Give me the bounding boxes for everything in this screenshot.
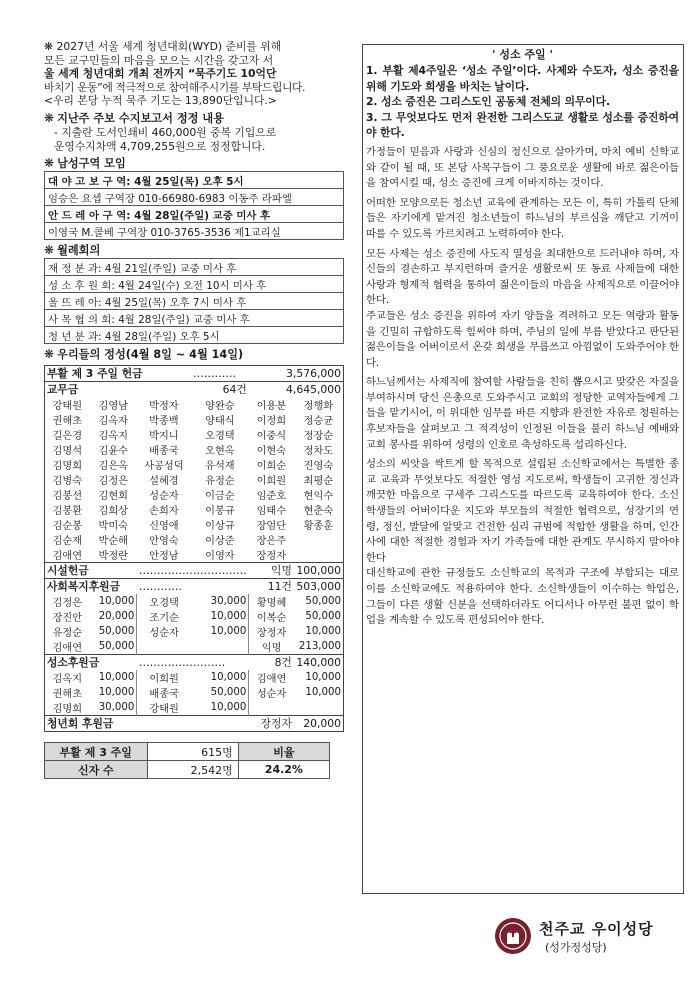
donation-row [45,624,344,639]
stat-label: 부활 제 3 주일 [45,743,148,761]
donor-name: 권해초 [52,416,83,428]
stat-value: 615명 [147,743,238,761]
left-column [44,40,344,779]
donor-name: 이희순 [256,461,287,473]
vocation-donors [45,670,344,716]
donor-name: 현춘숙 [303,506,334,518]
donation-amount: 50,000 [305,611,341,623]
donor-name: 장진안 [52,613,83,625]
men-row: 이영국 M.콜베 구역장 010-3765-3536 제1교리실 [45,223,344,240]
paragraph: 성소의 씨앗을 싹트게 할 목적으로 설립된 소신학교에서는 특별한 종교 교육과 무엇보다도 적절한 영성 지도로써, 학생들이 고귀한 정신과 깨끗한 마음으로 구세주 그리스도를 따르도록 교육하여야 한다. 소신학생들의 어버이다운 지도와 부모들의 적절한 협력으로, 성장기의 연령, 정신, 발달에 알맞고 건전한 심리 규범에 적합한 생활을 하며, 인간사에 대한 적절한 경험과 자기 가족들에 대한 관계도 무시하지 말아야 한다 [366,458,679,564]
welfare-amount: 503,000 [294,579,344,595]
attendance-ratio: 24.2% [238,761,329,779]
donation-amount [191,639,249,655]
donation-row [45,609,344,624]
donor-name: 익명 [249,639,294,655]
donor-name: 김명석 [52,446,83,458]
donor-name: 김영남 [98,401,129,413]
donor-row [45,532,344,547]
donor-name: 이상준 [205,536,235,548]
vocation-count: 8건 [249,655,294,671]
dots: ………… [137,579,249,595]
donor-name: 김현희 [98,491,129,503]
donor-name: 김봉환 [52,506,83,518]
monthly-heading [44,243,344,258]
section-title: 지난주 주보 수지보고서 정정 내용 [57,111,224,125]
donor-name: 김봉선 [52,491,83,503]
donor-name: 임준호 [256,491,287,503]
donation-amount [294,700,344,716]
dots: ………………………… [138,564,247,578]
donor-name: 정승균 [303,416,334,428]
bullet-mark: ❋ [44,347,55,362]
donation-amount: 10,000 [210,611,247,623]
donor-name: 설혜경 [149,476,179,488]
meeting-row: 사 목 협 의 회: 4월 28일(주일) 교중 미사 후 [45,310,344,327]
youth-donor: 장정자 [249,716,294,732]
section-title: 월례회의 [57,244,101,258]
donor-name: 진영숙 [303,461,334,473]
donor-name: 현익수 [303,491,334,503]
donation-row [45,639,344,655]
donor-name: 박종백 [149,416,179,428]
donation-amount: 213,000 [298,641,341,653]
paragraph: 대신학교에 관한 규정들도 소신학교의 목적과 구조에 부합되는 대로 이를 소신학교에도 적용하여야 한다. 소신학생들이 이수하는 학업은, 그들이 다른 생활 신분을 선택하더라도 어디서나 아무런 불편 없이 학업을 계속할 수 있도록 편성되어야 한다. [366,567,679,627]
donor-name: 박순해 [98,536,129,548]
donor-name: 조기순 [137,609,191,624]
donor-name: 장은주 [256,536,287,548]
bold-point: 3. 그 무엇보다도 먼저 완전한 그리스도교 생활로 성소를 증진하여야 한다. [366,110,679,140]
donor-name: 배종국 [149,446,179,458]
donor-name: 이금순 [205,491,235,503]
donor-names [45,397,344,563]
parish-dues-count: 64건 [191,382,249,398]
donor-name: 성순자 [137,624,191,639]
monthly-table [44,258,344,344]
donor-name: 김명희 [52,461,83,473]
meeting-row: 재 정 분 과: 4월 21일(주일) 교중 미사 후 [45,259,344,276]
paragraph: 주교들은 성소 증진을 위하여 자기 양들을 격려하고 모든 역량과 활동을 긴밀히 규합하도록 힘써야 하며, 주님의 일에 부름 받았다고 판단된 젊은이들을 어버이로서 온갖 희생을 무릅쓰고 아낌없이 도와주어야 한다. [366,309,679,369]
donor-name: 박지니 [149,431,179,443]
donor-row [45,487,344,502]
donation-row [45,594,344,609]
donor-name: 양태식 [205,416,235,428]
box-title: ' 성소 주일 ' [492,48,553,61]
stat-value: 2,542명 [147,761,238,779]
donor-name: 김병숙 [52,476,83,488]
donor-name: 오경택 [205,431,235,443]
donation-amount: 50,000 [98,626,135,638]
vocation-amount: 140,000 [294,655,344,671]
attendance-table [44,742,330,779]
donation-amount: 10,000 [305,672,341,684]
donor-name: 임태수 [256,506,287,518]
donor-name: 안영숙 [149,536,179,548]
stat-label: 비율 [238,743,329,761]
notice-line: ❋ 2027년 서울 세계 청년대회(WYD) 준비를 위해 [44,40,282,53]
welfare-donors [45,594,344,655]
donor-name: 신영애 [149,521,179,533]
donor-name: 배종국 [137,685,191,700]
men-row: 임승은 요셉 구역장 010-66980-6983 이동주 라파엘 [45,189,344,206]
donation-amount: 30,000 [98,702,135,714]
donation-amount: 10,000 [305,687,341,699]
parish-dues-label: 교무금 [45,382,191,398]
donor-name: 오경택 [137,594,191,609]
donation-amount: 10,000 [98,687,135,699]
easter-offering-amount: 3,576,000 [286,367,341,381]
donor-name: 권해초 [52,689,83,701]
men-row: 대 야 고 보 구 역: 4월 25일(목) 오후 5시 [45,172,344,189]
donor-row [45,472,344,487]
vocation-sunday-box [362,44,684,894]
youth-amount: 20,000 [294,716,344,732]
donor-name: 안정남 [149,551,179,563]
donation-amount: 10,000 [210,702,247,714]
parish-subname: (성가정성당) [545,940,607,954]
donor-name: 이희원 [137,670,191,685]
donor-name: 김옥지 [98,431,129,443]
donor-name: 김애연 [249,670,294,685]
donor-name [137,639,191,655]
paragraph: 가정들이 믿음과 사랑과 신심의 정신으로 살아가며, 마치 예비 신학교와 같이 될 때, 또 본당 사목구들이 그 풍요로운 생활에 바로 젊은이들을 참여시킬 때, 성소 증진에 크게 이바지하는 것이다. [366,145,679,190]
meeting-row: 울 뜨 레 아: 4월 25일(목) 오후 7시 미사 후 [45,293,344,310]
offering-heading [44,347,344,362]
parish-emblem-icon [493,916,533,956]
donation-amount: 50,000 [98,641,135,653]
bold-point: 2. 성소 증진은 그리스도인 공동체 전체의 의무이다. [366,95,610,109]
donor-name: 이정희 [256,416,287,428]
donor-name: 유석재 [205,461,235,473]
donor-name: 양완승 [205,401,235,413]
donor-row [45,427,344,442]
donor-row [45,397,344,412]
donor-name: 김은옥 [98,461,129,473]
donor-name [294,532,344,547]
donor-name: 정장순 [303,431,334,443]
donor-name: 강태원 [52,401,83,413]
section-title: 우리들의 정성(4월 8일 ~ 4월 14일) [57,348,244,362]
donor-name: 장정자 [256,551,287,563]
donor-name: 김윤수 [98,446,129,458]
bullet-mark: ❋ [44,243,55,258]
wyd-notice [44,40,344,108]
notice-line: 바치기 운동”에 적극적으로 참여해주시기를 부탁드립니다. [44,80,306,94]
donor-name [249,700,294,716]
donor-name: 이중식 [256,431,287,443]
paragraph: 어떠한 모양으로든 청소년 교육에 관계하는 모든 이, 특히 가톨릭 단체들은 자기에게 맡겨진 청소년들이 하느님의 부르심을 깨닫고 기꺼이 따를 수 있도록 가르치려고 노력하여야 한다. [366,196,679,240]
donor-name: 유정순 [52,628,83,640]
welfare-label: 사회복지후원금 [45,579,137,595]
donation-row [45,670,344,685]
donor-name: 김명희 [52,704,83,716]
donor-name: 이봉규 [205,506,235,518]
donor-name: 사공성덕 [144,461,184,473]
donor-name: 오현옥 [205,446,235,458]
donor-name [294,547,344,563]
finance-line: - 지출란 도서인쇄비 460,000원 중복 기입으로 [54,125,277,139]
donation-amount: 10,000 [210,672,247,684]
parish-name: 천주교 우이성당 [539,919,654,938]
donor-name: 강태원 [137,700,191,716]
parish-logo [493,916,654,956]
donor-name: 박정자 [149,401,179,413]
donor-name: 김희상 [98,506,129,518]
paragraph: 모든 사제는 성소 증진에 사도직 열성을 최대한으로 드러내야 하며, 자신들의 겸손하고 부지런하며 즐거운 생활로써 또 동료 사제들에 대한 사랑과 형제적 협력을 통하여 젊은이들의 마음을 사제직으로 이끌어야 한다. [366,247,679,307]
donor-name: 성순자 [149,491,179,503]
donor-name: 김순봉 [52,521,83,533]
donor-row [45,517,344,532]
meeting-row: 청 년 분 과: 4월 28일(주일) 오후 5시 [45,327,344,344]
men-table [44,171,344,240]
donor-name: 최평순 [303,476,334,488]
donor-name: 손희자 [149,506,179,518]
finance-heading [44,111,344,126]
vocation-label: 성소후원금 [45,655,137,671]
easter-offering-label: 부활 제 3 주일 헌금 [47,367,143,381]
donor-name: 이용분 [256,401,287,413]
donor-name: 김애연 [52,551,83,563]
donation-row [45,685,344,700]
donor-row [45,547,344,563]
donation-amount: 50,000 [305,596,341,608]
section-title: 남성구역 모임 [57,157,126,171]
notice-line: 울 세계 청년대회 개최 전까지 “묵주기도 10억단 [44,67,277,81]
bold-point: 1. 부활 제4주일은 ‘성소 주일’이다. 사제와 수도자, 성소 증진을 위해 기도와 희생을 바치는 날이다. [366,64,679,93]
donor-name: 김옥자 [98,416,129,428]
men-row: 안 드 레 아 구 역: 4월 28일(주일) 교중 미사 후 [45,206,344,223]
rosary-count: <우리 본당 누적 묵주 기도는 13,890단입니다.> [44,94,277,108]
donor-name: 김옥지 [52,674,83,686]
donation-amount: 50,000 [210,687,247,699]
donor-name: 이현숙 [256,446,287,458]
donor-name: 김정은 [52,598,83,610]
donation-amount: 10,000 [98,596,135,608]
youth-label: 청년회 후원금 [45,716,249,732]
welfare-count: 11건 [249,579,294,595]
donation-amount: 30,000 [210,596,247,608]
donor-name: 장정자 [249,624,294,639]
donor-row [45,412,344,427]
dots: …………………… [137,655,249,671]
offering-table [44,365,344,732]
donation-amount: 20,000 [98,611,135,623]
donor-name: 장엄단 [256,521,287,533]
donor-name: 김애연 [52,643,83,655]
notice-line: 모든 교구민들의 마음을 모으는 시간을 갖고자 서 [44,53,274,67]
donor-name: 황종훈 [303,521,334,533]
parish-dues-amount: 4,645,000 [249,382,344,398]
donor-name: 정행화 [303,401,334,413]
donor-name: 황명혜 [249,594,294,609]
bullet-mark: ❋ [44,110,55,125]
donor-row [45,442,344,457]
paragraph: 하느님께서는 사제직에 참여할 사람들을 친히 뽑으시고 맞갖은 자질을 부여하시며 당신 은총으로 도와주시고 교회의 정당한 교역자들에게 그들을 맡기시어, 이 위대한 임무를 바른 지향과 완전한 자유로 청원하는 후보자들을 살펴보고 그 적격성이 인정된 이들을 불러 하느님 예배와 교회 봉사를 위하여 성령의 인호로 축성하도록 섭리하신다. [366,376,679,451]
bullet-mark: ❋ [44,156,55,171]
donor-name: 길은경 [52,431,83,443]
facility-donor: 익명 [249,563,294,579]
stat-label: 신자 수 [45,761,148,779]
donor-name: 이영자 [205,551,235,563]
donor-row [45,457,344,472]
dots: ………… [192,367,237,381]
donation-row [45,700,344,716]
facility-amount: 100,000 [294,563,344,579]
donor-row [45,502,344,517]
donor-name: 김정은 [98,476,129,488]
donor-name: 이복순 [249,609,294,624]
men-heading [44,156,344,171]
donor-name: 정차도 [303,446,334,458]
facility-label: 시설헌금 [45,563,137,579]
donation-amount: 10,000 [210,626,247,638]
finance-line: 운영수지차액 4,709,255원으로 정정합니다. [54,139,266,153]
donor-name: 박정란 [98,551,129,563]
donor-name: 김순재 [52,536,83,548]
donor-name: 이상규 [205,521,235,533]
donor-name: 이희원 [256,476,287,488]
donor-name: 박미숙 [98,521,129,533]
donor-name: 성순자 [249,685,294,700]
donor-name: 유정순 [205,476,235,488]
donation-amount: 10,000 [98,672,135,684]
donation-amount: 10,000 [305,626,341,638]
meeting-row: 성 소 후 원 회: 4월 24일(수) 오전 10시 미사 후 [45,276,344,293]
